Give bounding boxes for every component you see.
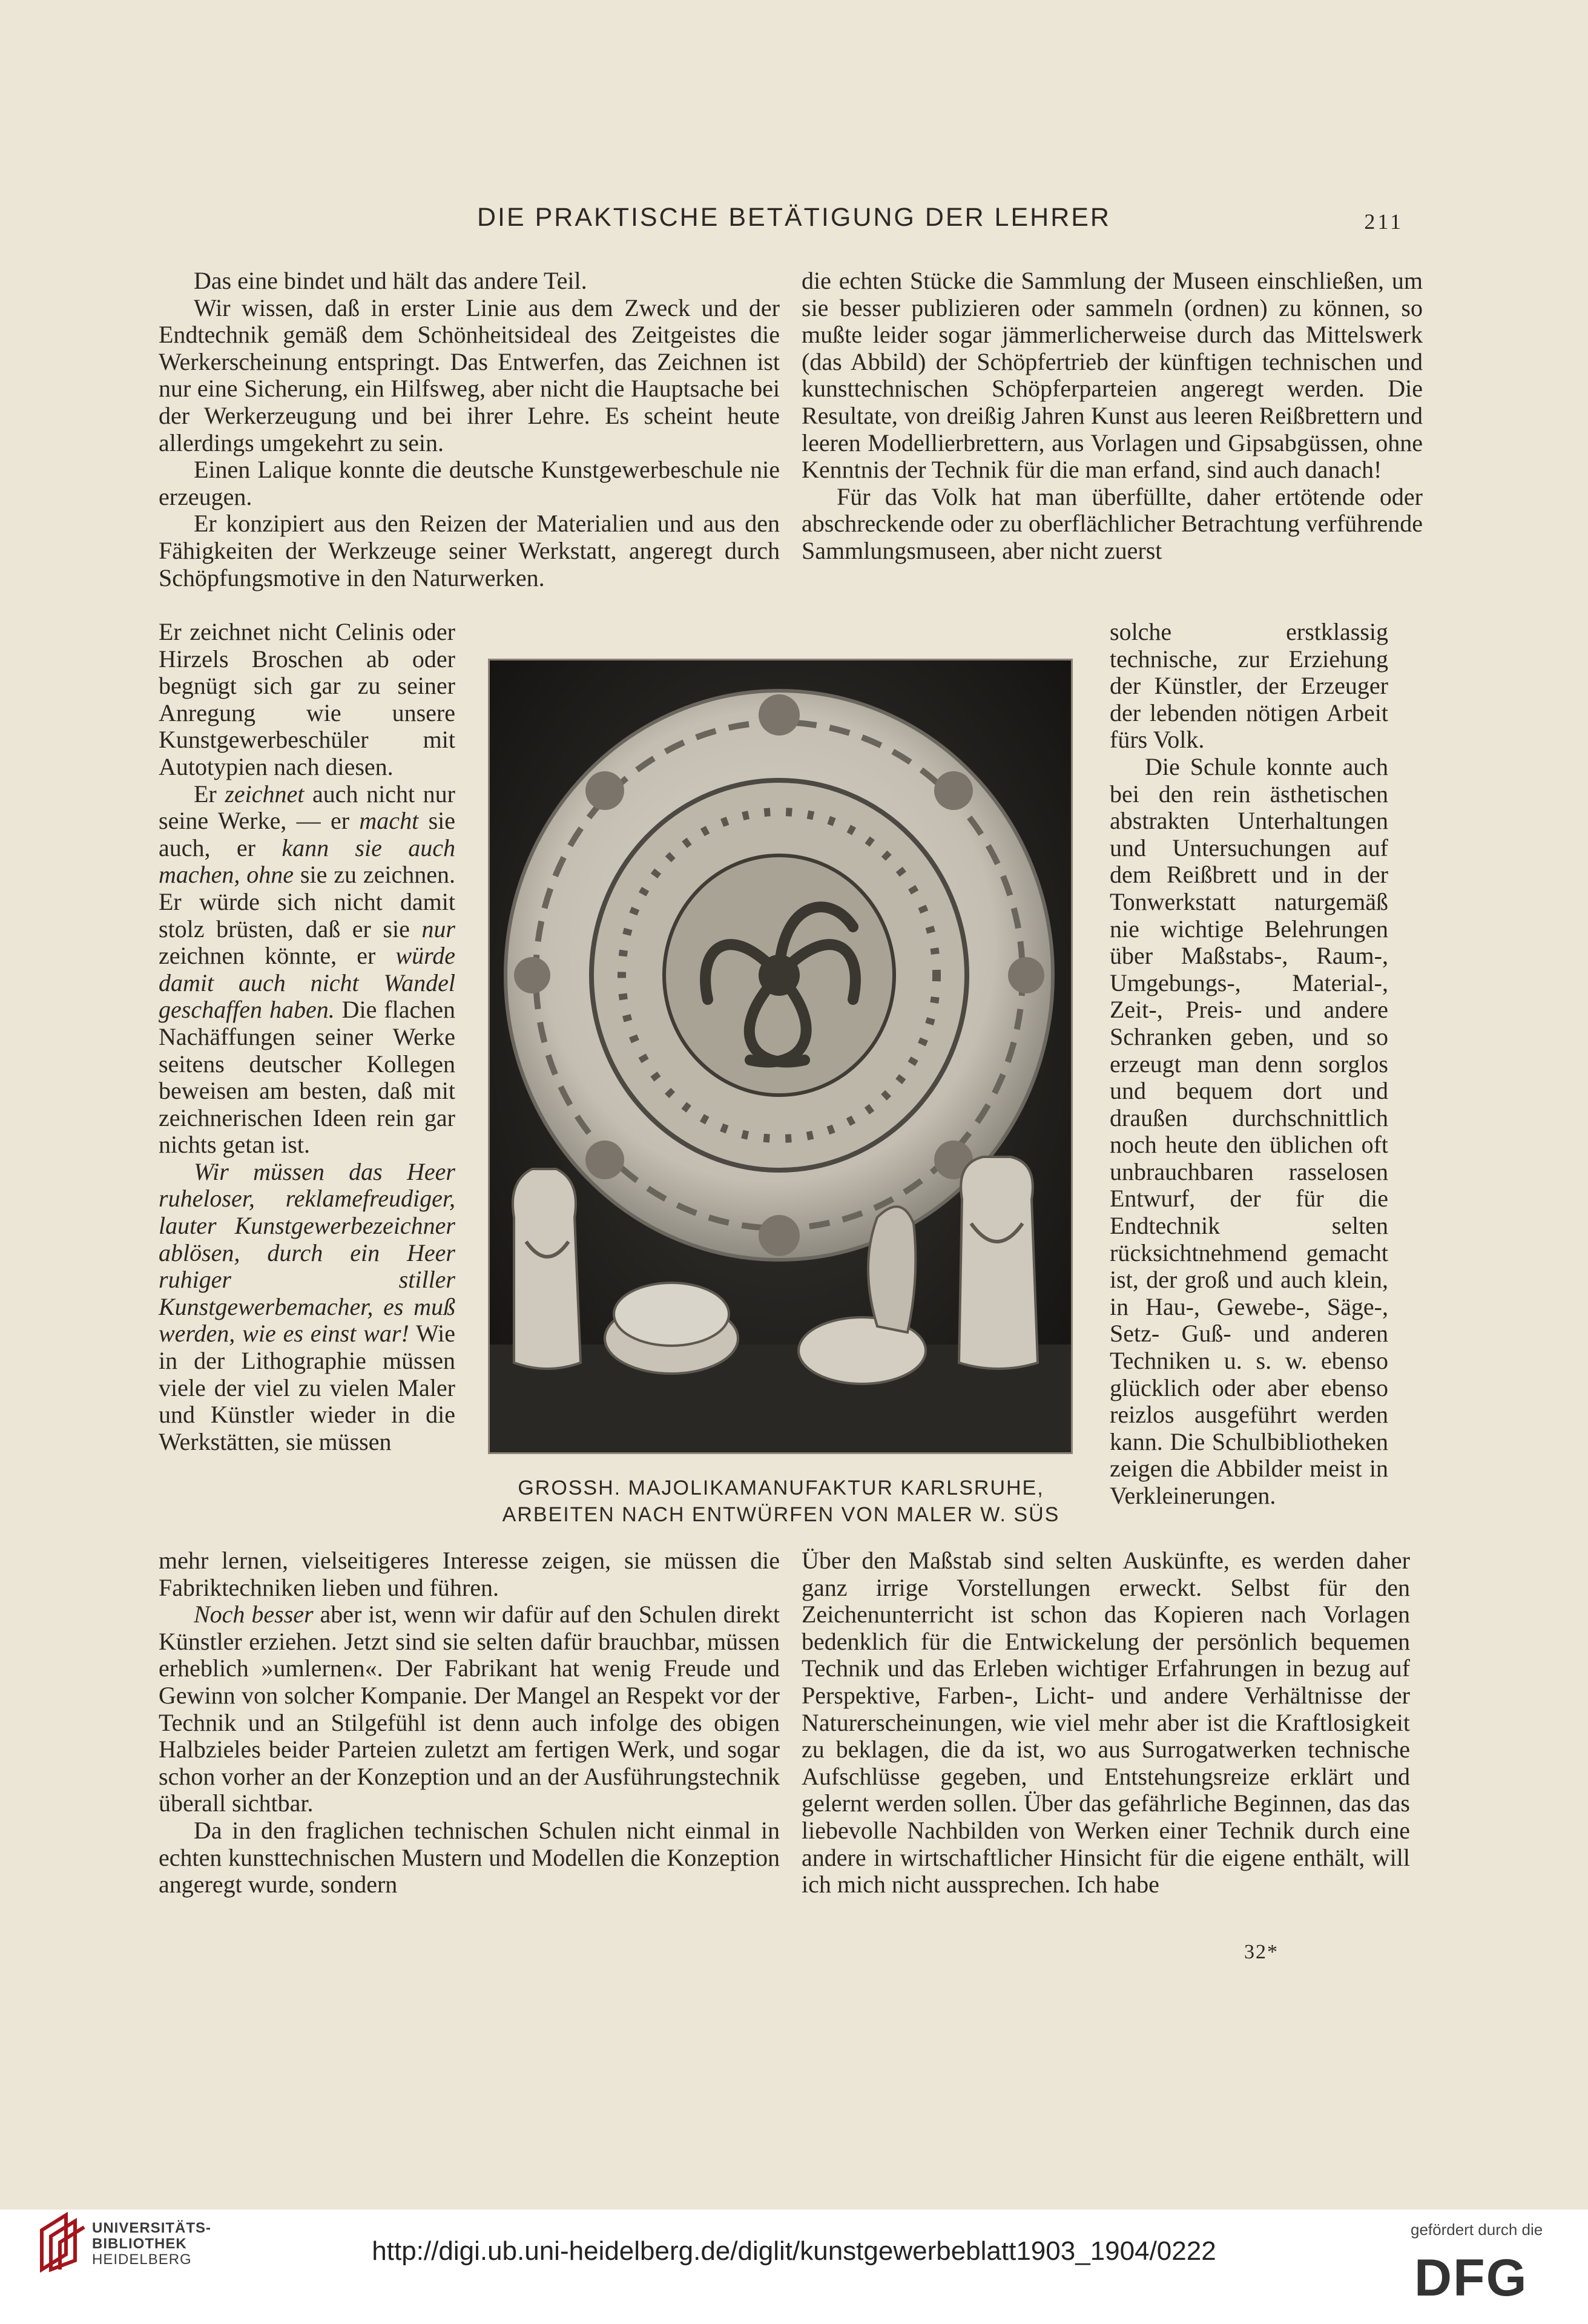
- paragraph: [159, 781, 455, 1159]
- emphasis: macht: [359, 807, 419, 835]
- emphasis: würde damit auch nicht Wandel geschaffen haben.: [159, 942, 455, 1024]
- dfg-logo: DFG: [1414, 2249, 1528, 2307]
- source-url[interactable]: http://digi.ub.uni-heidelberg.de/diglit/kunstgewerbeblatt1903_1904/0222: [372, 2236, 1216, 2266]
- signature-mark: 32*: [1244, 1941, 1279, 1963]
- text-run: zeichnen könnte, er: [159, 942, 396, 970]
- text-run: sie zu zeichnen. Er würde sich nicht damit stolz brüsten, daß er sie: [159, 861, 455, 943]
- right-wrap-column: [1110, 619, 1388, 1510]
- text-run: Wie in der Lithographie müssen viele der viel zu vielen Maler und Künstler wieder in die Werkstätten, sie müssen: [159, 1320, 455, 1455]
- running-head: DIE PRAKTISCHE BETÄTIGUNG DER LEHRER: [477, 203, 1111, 232]
- paragraph: Das eine bindet und hält das andere Teil.: [194, 267, 587, 294]
- figure-caption: [460, 1475, 1102, 1528]
- emphasis: zeichnet: [225, 780, 305, 808]
- paragraph: Die Schule konnte auch bei den rein ästhetischen abstrakten Unterhaltungen und Untersuchungen auf dem Reißbrett und in der Tonwerkstatt naturgemäß nie wichtige Belehrungen über Maßstabs-, Raum-, Umgebungs-, Material-, Zeit-, Preis- und andere Schranken geben, und so erzeugt man denn sorglos und bequem dort und draußen durchschnittlich noch heute den üblichen oft unbrauchbaren rasselosen Entwurf, der für die Endtechnik selten rücksichtnehmend gemacht ist, der groß und auch klein, in Hau-, Gewebe-, Säge-, Setz- Guß- und anderen Techniken u. s. w. ebenso glücklich oder aber ebenso reizlos ausgeführt werden kann. Die Schulbibliotheken zeigen die Abbilder meist in Verkleinerungen.: [1110, 752, 1388, 1509]
- paragraph: Für das Volk hat man überfüllte, daher ertötende oder abschreckende oder zu oberflächlicher Betrachtung verführende Sammlungsmuseen, aber nicht zuerst: [802, 482, 1423, 564]
- paragraph: die echten Stücke die Sammlung der Museen einschließen, um sie besser publizieren oder sammeln (ordnen) zu können, so mußte leider sogar jämmerlicherweise durch das Mittelswerk (das Abbild) der Schöpfertrieb der künftigen technischen und kunsttechnischen Schöpferparteien angeregt werden. Die Resultate, von dreißig Jahren Kunst aus leeren Reißbrettern und leeren Modellierbrettern, aus Vorlagen und Gipsabgüssen, ohne Kenntnis der Technik für die man erfand, sind auch danach!: [802, 267, 1423, 484]
- uni-line: HEIDELBERG: [92, 2251, 192, 2268]
- paragraph: [159, 1159, 455, 1456]
- text-run: sie auch, er: [159, 807, 455, 861]
- paragraph: Er konzipiert aus den Reizen der Materialien und aus den Fähigkeiten der Werkzeuge seiner Werkstatt, angeregt durch Schöpfungsmotive in den Naturwerken.: [159, 510, 780, 591]
- caption-line: GROSSH. MAJOLIKAMANUFAKTUR KARLSRUHE,: [518, 1476, 1044, 1499]
- text-run: Die flachen Nachäffungen seiner Werke seitens deutscher Kollegen beweisen am besten, daß mit zeichnerischen Ideen rein gar nichts getan ist.: [159, 996, 456, 1159]
- page-number: 211: [1364, 209, 1403, 234]
- text-run: aber ist, wenn wir dafür auf den Schulen direkt Künstler erziehen. Jetzt sind sie selten dafür brauchbar, müssen erheblich »umlernen«. Der Fabrikant hat wenig Freude und Gewinn von solcher Kompanie. Der Mangel an Respekt vor der Technik und an Stilgefühl ist denn auch infolge des obigen Halbzieles beider Parteien zuletzt am fertigen Werk, und sogar schon vorher an der Konzeption und an der Ausführungstechnik überall sichtbar.: [159, 1601, 780, 1817]
- paragraph: solche erstklassig technische, zur Erziehung der Künstler, der Erzeuger der lebenden nötigen Arbeit fürs Volk.: [1110, 618, 1388, 754]
- paragraph: Einen Lalique konnte die deutsche Kunstgewerbeschule nie erzeugen.: [159, 456, 780, 510]
- emphasis: kann sie auch machen, ohne: [159, 834, 455, 889]
- paragraph: Da in den fraglichen technischen Schulen nicht einmal in echten kunsttechnischen Mustern und Modellen die Konzeption angeregt wurde, sondern: [159, 1816, 780, 1898]
- emphasis: Noch besser: [194, 1601, 314, 1628]
- emphasis: Wir müssen das Heer ruheloser, reklamefreudiger, lauter Kunstgewerbezeichner ablösen, durch ein Heer ruhiger stiller Kunstgewerbemacher, es muß werden, wie es einst war!: [159, 1157, 455, 1348]
- text-run: Er: [194, 780, 225, 808]
- uni-line: BIBLIOTHEK: [92, 2236, 187, 2252]
- caption-line: ARBEITEN NACH ENTWÜRFEN VON MALER W. SÜS: [502, 1503, 1060, 1526]
- majolica-plate-and-vases-image: [490, 660, 1071, 1452]
- right-column-bottom: [802, 1547, 1410, 1898]
- paragraph: Über den Maßstab sind selten Auskünfte, es werden daher ganz irrige Vorstellungen erweckt. Selbst für den Zeichenunterricht ist schon das Kopieren nach Vorlagen bedenklich für die Entwickelung der persönlich bequemen Technik und das Erleben wichtiger Erfahrungen in bezug auf Perspektive, Farben-, Licht- und andere Verhältnisse der Naturerscheinungen, wie viel mehr aber ist die Kraftlosigkeit zu beklagen, die da ist, wo aus Surrogatwerken technische Aufschlüsse gegeben, und Entstehungsreize erklärt und gelernt werden sollen. Über das gefährliche Beginnen, das das liebevolle Nachbilden von Werken einer Technik durch eine andere in wirtschaftlicher Hinsicht für die eigene enthält, will ich mich nicht aussprechen. Ich habe: [802, 1547, 1410, 1898]
- figure-photograph: [488, 659, 1073, 1454]
- left-column-top: [159, 268, 780, 591]
- text-run: auch nicht nur seine Werke, — er: [159, 780, 455, 835]
- paragraph: Wir wissen, daß in erster Linie aus dem Zweck und der Endtechnik gemäß dem Schönheitsideal des Zeitgeistes die Werkerscheinung entspringt. Das Entwerfen, das Zeichnen ist nur eine Sicherung, ein Hilfsweg, aber nicht die Hauptsache bei der Werkerzeugung und bei ihrer Lehre. Es scheint heute allerdings umgekehrt zu sein.: [159, 294, 780, 456]
- uni-line: UNIVERSITÄTS-: [92, 2220, 212, 2236]
- paragraph: [159, 1601, 780, 1817]
- left-column-bottom: [159, 1547, 780, 1898]
- left-wrap-column: [159, 619, 455, 1455]
- right-column-top: [802, 268, 1423, 565]
- paragraph: Er zeichnet nicht Celinis oder Hirzels Broschen ab oder begnügt sich gar zu seiner Anregung wie unsere Kunstgewerbeschüler mit Autotypien nach diesen.: [159, 618, 455, 780]
- funded-by-label: gefördert durch die: [1411, 2220, 1543, 2239]
- emphasis: nur: [421, 915, 455, 943]
- digitization-footer: [0, 2210, 1588, 2324]
- paragraph: mehr lernen, vielseitigeres Interesse zeigen, sie müssen die Fabriktechniken lieben und führen.: [159, 1547, 780, 1601]
